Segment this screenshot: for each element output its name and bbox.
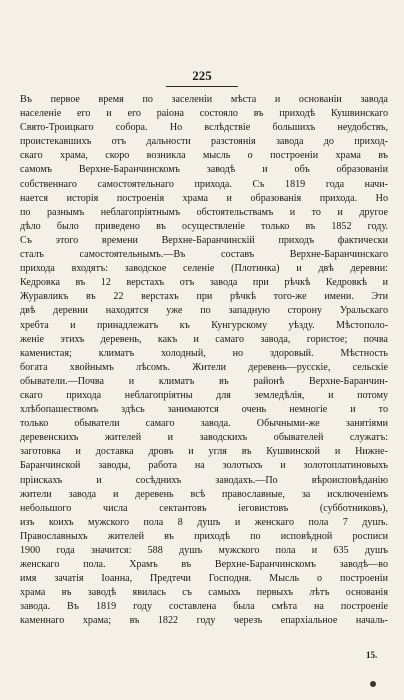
signature-mark: 15. — [366, 650, 378, 660]
text-line: пріискахъ и сосѣднихъ заводахъ.—По вѣроисповѣданію — [20, 474, 388, 486]
text-line: самомъ Верхне-Баранчинскомъ заводѣ и объ образованіи — [20, 164, 388, 176]
text-line: дѣло было приведено въ осуществленіе только въ 1852 году. — [20, 220, 388, 232]
text-line: заготовка и доставка дровъ и угля въ Кушвинской и Нижне- — [20, 446, 388, 458]
text-line: изъ коихъ мужского пола 8 душъ и женскаго пола 7 душъ. — [20, 516, 388, 528]
text-line: прихода входятъ: заводское селеніе (Плотинка) и двѣ деревни: — [20, 263, 388, 275]
page-number: 225 — [192, 68, 212, 83]
text-line: проистекавшихъ отъ дальности разстоянія завода до приход- — [20, 136, 388, 148]
text-line: только обыватели самаго завода. Обычными-же занятіями — [20, 418, 388, 430]
text-line: Съ этого времени Верхне-Баранчинскій приходъ фактически — [20, 234, 388, 246]
text-line: каменнаго храма; въ 1822 году черезъ епархіальное началь- — [20, 615, 388, 627]
text-line: имя зачатія Іоанна, Предтечи Господня. Мысль о построеніи — [20, 573, 388, 585]
text-line: собственнаго самостоятельнаго прихода. Съ 1819 года начи- — [20, 178, 388, 190]
text-line: завода. Въ 1819 году составлена была смѣта на построеніе — [20, 601, 388, 613]
body-text — [20, 93, 388, 629]
header-rule — [166, 86, 238, 87]
text-line: Въ первое время по заселеніи мѣста и основаніи завода — [20, 94, 388, 105]
text-line: богата хвойнымъ лѣсомъ. Жители деревень—русскіе, сельскіе — [20, 361, 388, 373]
text-line: нается исторія построенія храма и образованія прихода. Но — [20, 192, 388, 204]
text-line: Православныхъ жителей въ приходѣ по исповѣдной росписи — [20, 530, 388, 542]
text-line: Баранчинской заводы, работа на золотыхъ и золотоплатиновыхъ — [20, 460, 388, 472]
page-bullet-dot — [370, 681, 376, 687]
text-line: небольшого числа сектантовъ іеговистовъ (субботниковъ), — [20, 502, 388, 514]
text-line: женскаго пола. Храмъ въ Верхне-Баранчинскомъ заводѣ—во — [20, 559, 388, 571]
text-line: Кедровка въ 12 верстахъ отъ завода при рѣчкѣ Кедровкѣ и — [20, 277, 388, 289]
text-line: жители завода и деревень всѣ православные, за исключеніемъ — [20, 488, 388, 500]
text-line: обыватели.—Почва и климатъ въ районѣ Верхне-Баранчин- — [20, 375, 388, 387]
text-line: населеніе его и его раіона состояло въ приходѣ Кушвинскаго — [20, 108, 388, 120]
text-line: женіе этихъ деревень, какъ и самаго завода, гористое; почва — [20, 333, 388, 345]
text-line: сталъ самостоятельнымъ.—Въ составъ Верхне-Баранчинскаго — [20, 249, 388, 261]
text-line: двѣ деревни находятся уже по западную сторону Уральскаго — [20, 305, 388, 317]
text-line: деревенскихъ жителей и заводскихъ обывателей служатъ: — [20, 432, 388, 444]
text-line: Журавликъ въ 22 верстахъ при рѣчкѣ того-же имени. Эти — [20, 291, 388, 303]
text-line: хребта и принадлежатъ къ Кунгурскому уѣзду. Мѣстополо- — [20, 319, 388, 331]
text-line: по разнымъ неблагопріятнымъ обстоятельствамъ и то и другое — [20, 206, 388, 218]
text-line: скаго прихода неблагопріятны для земледѣлія, и потому — [20, 389, 388, 401]
text-line: каменистая; климатъ холодный, но здоровый. Мѣстность — [20, 347, 388, 359]
text-line: 1900 года значится: 588 душъ мужского пола и 635 душъ — [20, 545, 388, 556]
text-line: скаго храма, скоро возникла мысль о построеніи храма въ — [20, 150, 388, 162]
text-line: хлѣбопашествомъ здѣсь занимаются очень немногіе и то — [20, 404, 388, 416]
text-line: храма въ заводѣ явилась съ самыхъ первыхъ лѣтъ основанія — [20, 587, 388, 599]
text-line: Свято-Троицкаго собора. Но вслѣдствіе большихъ неудобствъ, — [20, 122, 388, 134]
